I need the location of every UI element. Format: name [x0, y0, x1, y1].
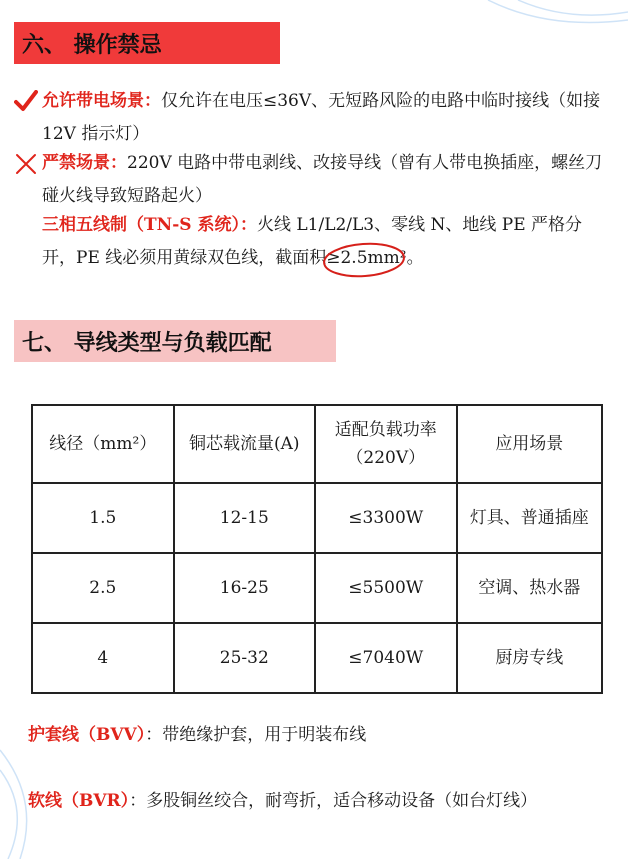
table-cell: 灯具、普通插座 — [457, 483, 602, 553]
allowed-scenario-text: 仅允许在电压≤36V、无短路风险的电路中临时接线（如接 12V 指示灯） — [42, 91, 601, 144]
note-bvv-label: 护套线（BVV） — [28, 725, 146, 745]
note-bvr-label: 软线（BVR） — [28, 791, 130, 811]
table-cell: 空调、热水器 — [457, 553, 602, 623]
cross-icon — [14, 152, 38, 176]
note-bvr — [28, 785, 598, 818]
note-bvv — [28, 719, 598, 752]
table-cell: ≤7040W — [315, 623, 457, 693]
colon: ： — [110, 153, 127, 173]
col-header-diameter: 线径（mm²） — [32, 405, 174, 483]
table-header-row — [32, 405, 602, 483]
section-6-title: 六、 操作禁忌 — [22, 32, 162, 58]
section-7-title: 七、 导线类型与负载匹配 — [22, 330, 272, 356]
table-cell: ≤5500W — [315, 553, 457, 623]
section-6-header — [14, 22, 280, 64]
check-icon — [14, 90, 38, 112]
three-phase-label: 三相五线制（TN-S 系统） — [42, 215, 240, 235]
forbidden-scenario-text: 220V 电路中带电剥线、改接导线（曾有人带电换插座，螺丝刀碰火线导致短路起火） — [42, 153, 603, 206]
decorative-wave-top-right — [428, 0, 628, 60]
table-cell: 25-32 — [174, 623, 315, 693]
table-row — [32, 623, 602, 693]
table-cell: 1.5 — [32, 483, 174, 553]
decorative-wave-bottom-left — [0, 740, 90, 859]
table-cell: ≤3300W — [315, 483, 457, 553]
wire-load-table — [31, 404, 603, 694]
section-7-header — [14, 320, 336, 362]
allowed-scenario-label: 允许带电场景 — [42, 91, 144, 111]
allowed-scenario — [42, 85, 612, 151]
three-phase-text: 火线 L1/L2/L3、零线 N、地线 PE 严格分开，PE 线必须用黄绿双色线，截面积≥2.5mm²。 — [42, 215, 583, 268]
forbidden-scenario — [42, 147, 612, 213]
note-bvr-text: ：多股铜丝绞合，耐弯折，适合移动设备（如台灯线） — [129, 791, 538, 811]
table-row — [32, 483, 602, 553]
table-cell: 12-15 — [174, 483, 315, 553]
colon: ： — [239, 215, 257, 235]
forbidden-scenario-label: 严禁场景 — [42, 153, 110, 173]
col-header-usage: 应用场景 — [457, 405, 602, 483]
colon: ： — [144, 91, 161, 111]
table-cell: 16-25 — [174, 553, 315, 623]
table-cell: 4 — [32, 623, 174, 693]
col-header-power: 适配负载功率（220V） — [315, 405, 457, 483]
col-header-current: 铜芯载流量(A) — [174, 405, 315, 483]
table-row — [32, 553, 602, 623]
handwritten-circle-mark — [320, 240, 410, 280]
note-bvv-text: ：带绝缘护套，用于明装布线 — [145, 725, 367, 745]
table-cell: 厨房专线 — [457, 623, 602, 693]
table-cell: 2.5 — [32, 553, 174, 623]
